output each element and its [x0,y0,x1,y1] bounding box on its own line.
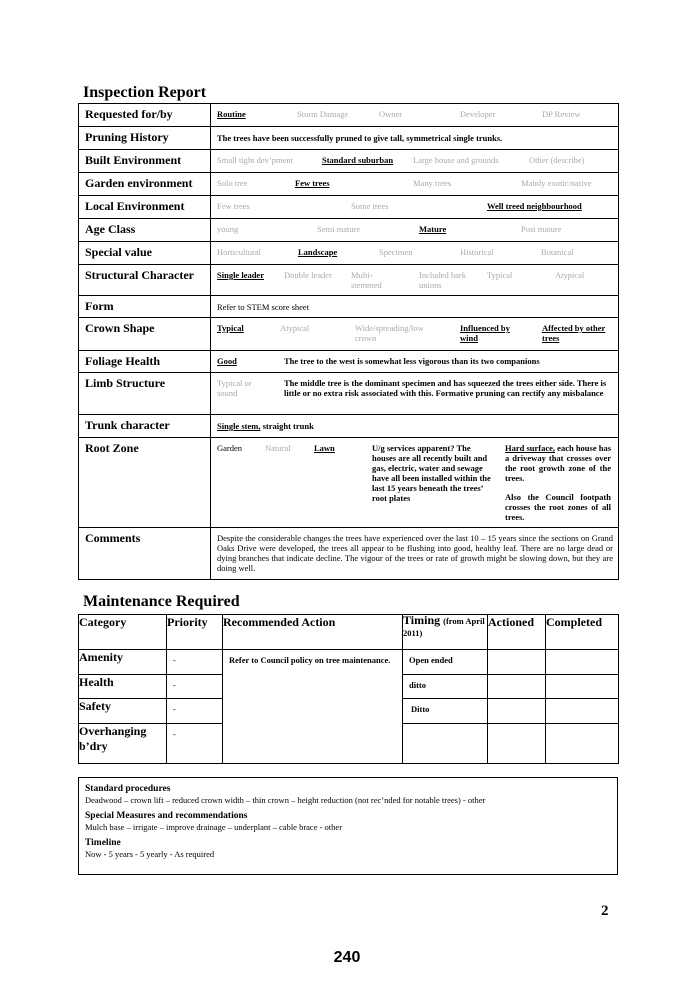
footpath-text: Also the Council footpath crosses the root zones of all trees. [505,492,611,522]
row-garden [79,173,619,196]
services-text: U/g services apparent? The houses are all recently built and gas, electric, water and sewage have all been installed within the last 15 years beneath the trees’ root plates [372,443,491,503]
opt-wide-spreading: Wide/spreading/low crown [355,323,424,343]
page-number: 2 [601,903,609,919]
inspection-table [78,103,619,580]
actioned-overhanging [488,724,546,764]
label-special: Special value [79,242,211,265]
opt-good: Good [217,356,237,366]
opt-included-bark: Included bark unions [419,270,466,290]
opt-other-describe: Other (describe) [529,155,585,165]
opt-typical-sound: Typical or sound [217,378,252,398]
completed-amenity [546,650,619,675]
timing-health: ditto [403,675,488,699]
opt-lawn: Lawn [314,443,335,453]
label-trunk: Trunk character [79,415,211,438]
special-measures-text: Mulch base – irrigate – improve drainage – underplant – cable brace - other [85,822,343,832]
label-form: Form [79,296,211,318]
row-structural [79,265,619,296]
label-crown: Crown Shape [79,318,211,351]
opt-horticultural: Horticultural [217,247,261,257]
maintenance-header-row [79,615,619,650]
priority-amenity: - [167,650,223,675]
hard-surface-label: Hard surface, [505,443,556,453]
priority-health: - [167,675,223,699]
timeline-text: Now - 5 years - 5 yearly - As required [85,849,215,859]
opt-historical: Historical [460,247,494,257]
opt-mainly-exotic: Mainly exotic/native [521,178,592,188]
label-root: Root Zone [79,438,211,528]
inspection-report-title: Inspection Report [83,84,207,101]
timing-safety: Ditto [403,699,488,724]
label-local: Local Environment [79,196,211,219]
timeline-title: Timeline [85,838,121,848]
opt-large-house: Large house and grounds [413,155,499,165]
opt-landscape: Landscape [298,247,338,257]
row-special [79,242,619,265]
opt-single-stem: Single stem, [217,421,261,431]
opt-some-trees: Some trees [351,201,389,211]
opt-owner: Owner [379,109,403,119]
opt-single-leader: Single leader [217,270,264,280]
row-age [79,219,619,242]
opt-local-few-trees: Few trees [217,201,250,211]
opt-small-tight: Small tight dev’pment [217,155,294,165]
opt-many-trees: Many trees [413,178,452,188]
opt-semi-mature: Semi mature [317,224,361,234]
form-text: Refer to STEM score sheet [217,302,310,312]
row-trunk [79,415,619,438]
header-timing: Timing [403,613,441,627]
limb-text: The middle tree is the dominant specimen and has squeezed the trees either side. There is little or no extra risk associated with this. Formative pruning can rectify any misbalance [284,378,607,398]
procedures-box [78,777,618,875]
opt-young: young [217,224,239,234]
opt-garden: Garden [217,443,243,453]
opt-influenced-wind: Influenced by wind [460,323,510,343]
row-pruning [79,127,619,150]
label-pruning: Pruning History [79,127,211,150]
row-comments [79,528,619,580]
header-timing-note: (from April 2011) [403,616,485,638]
actioned-amenity [488,650,546,675]
row-requested [79,104,619,127]
opt-botanical: Botanical [541,247,574,257]
standard-procedures-title: Standard procedures [85,784,171,794]
row-form [79,296,619,318]
opt-standard-suburban: Standard suburban [322,155,394,165]
label-garden: Garden environment [79,173,211,196]
opt-affected-trees: Affected by other trees [542,323,606,343]
hard-surface-text: each house has a driveway that crosses over the root growth zone of the trees. [505,443,612,483]
completed-health [546,675,619,699]
header-completed: Completed [546,615,619,650]
recommended-action-text: Refer to Council policy on tree maintenance. [223,650,403,764]
row-crown [79,318,619,351]
row-built [79,150,619,173]
opt-few-trees: Few trees [295,178,330,188]
label-built: Built Environment [79,150,211,173]
label-age: Age Class [79,219,211,242]
row-root [79,438,619,528]
row-foliage [79,351,619,373]
opt-storm-damage: Storm Damage [297,109,349,119]
opt-double-leader: Double leader [284,270,332,280]
header-actioned: Actioned [488,615,546,650]
opt-natural: Natural [265,443,291,453]
category-health: Health [79,675,167,699]
opt-solo-tree: Solo tree [217,178,248,188]
header-priority: Priority [167,615,223,650]
foliage-text: The tree to the west is somewhat less vigorous than its two companions [284,356,540,366]
row-limb [79,373,619,415]
actioned-safety [488,699,546,724]
opt-routine: Routine [217,109,246,119]
header-action: Recommended Action [223,615,403,650]
special-measures-title: Special Measures and recommendations [85,811,248,821]
completed-safety [546,699,619,724]
opt-well-treed: Well treed neighbourhood [487,201,582,211]
label-foliage: Foliage Health [79,351,211,373]
completed-overhanging [546,724,619,764]
timing-overhanging [403,724,488,764]
label-structural: Structural Character [79,265,211,296]
trunk-text: straight trunk [260,421,314,431]
category-overhanging: Overhanging b’dry [79,724,167,764]
maintenance-table [78,614,619,764]
priority-safety: - [167,699,223,724]
category-safety: Safety [79,699,167,724]
opt-post-mature: Post mature [521,224,562,234]
maintenance-title: Maintenance Required [83,593,240,610]
timing-amenity: Open ended [403,650,488,675]
priority-overhanging: - [167,724,223,764]
row-local [79,196,619,219]
opt-crown-atypical: Atypical [280,323,310,333]
pruning-text: The trees have been successfully pruned to give tall, symmetrical single trunks. [217,133,503,143]
opt-developer: Developer [460,109,496,119]
opt-dp-review: DP Review [542,109,581,119]
opt-atypical: Atypical [555,270,585,280]
opt-mature: Mature [419,224,447,234]
opt-specimen: Specimen [379,247,413,257]
label-comments: Comments [79,528,211,580]
label-requested: Requested for/by [79,104,211,127]
header-category: Category [79,615,167,650]
opt-crown-typical: Typical [217,323,244,333]
standard-procedures-text: Deadwood – crown lift – reduced crown width – thin crown – height reduction (not rec’nded for notable trees) - other [85,795,486,805]
table-row [79,650,619,675]
category-amenity: Amenity [79,650,167,675]
opt-typical: Typical [487,270,513,280]
actioned-health [488,675,546,699]
comments-text: Despite the considerable changes the trees have experienced over the last 10 – 15 years since the sections on Grand Oaks Drive were developed, the trees all appear to be flushing into good, healthy leaf. There are no large dead or dying branches that indicate decline. The vigour of the trees or rate of growth might be slowing down, but they are doing well. [217,533,613,573]
label-limb: Limb Structure [79,373,211,415]
opt-multi-stemmed: Multi-stemmed [351,270,382,290]
footer-number: 240 [333,949,361,966]
